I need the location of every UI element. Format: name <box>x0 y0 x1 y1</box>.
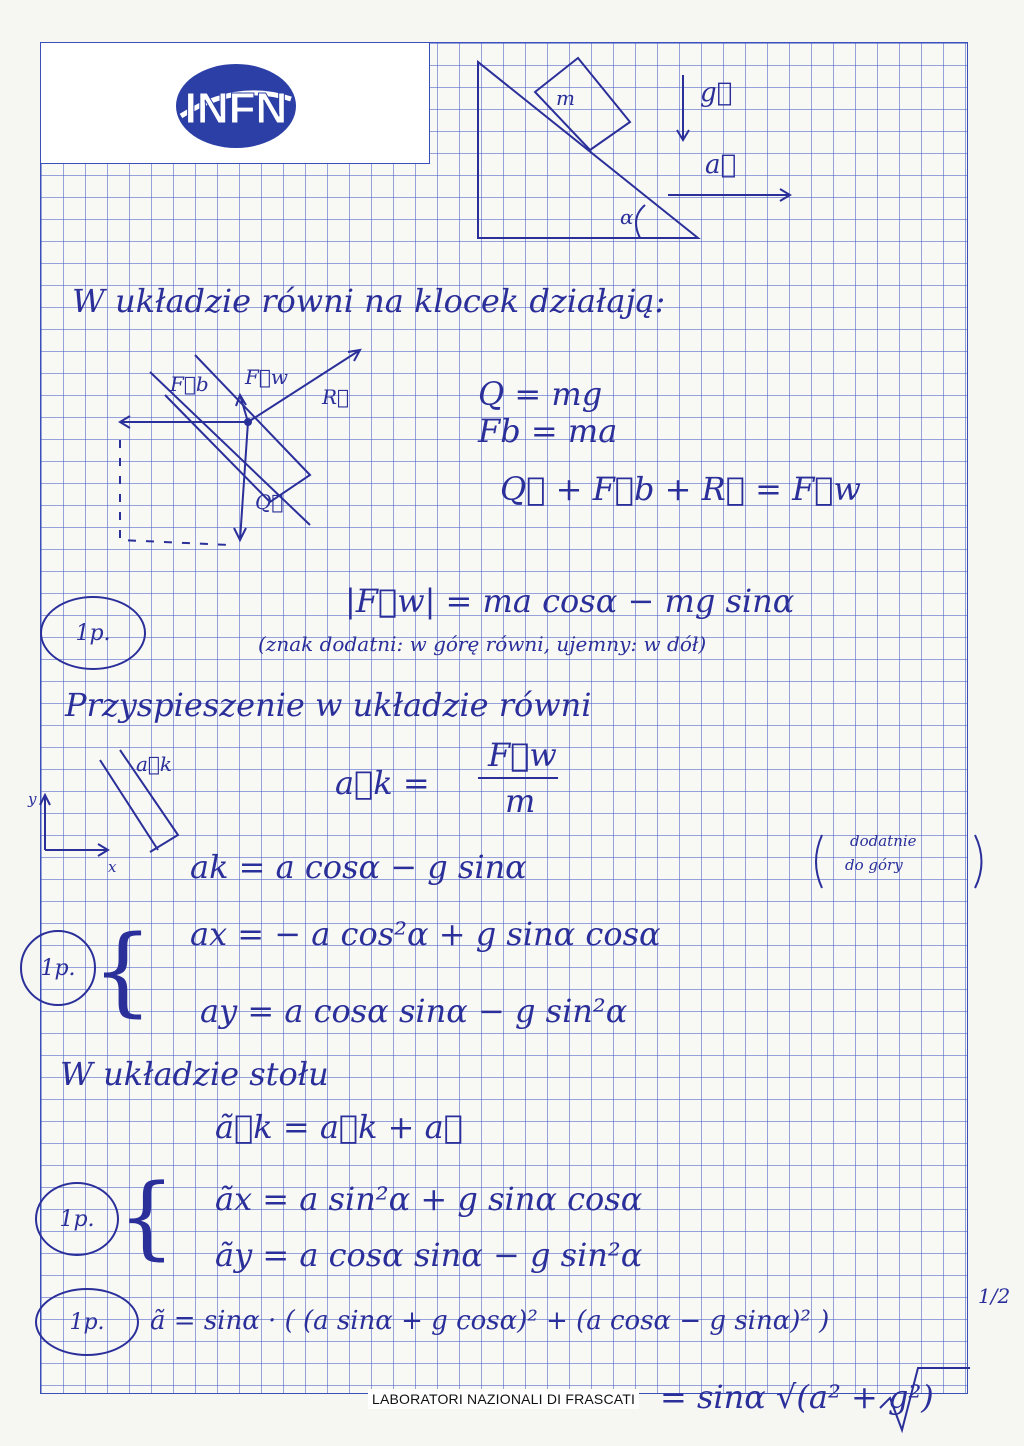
x-axis-label: x <box>108 858 117 876</box>
y-axis-label: y <box>28 790 37 808</box>
points-badge-1: 1p. <box>40 596 146 670</box>
incline-triangle <box>478 62 698 238</box>
fraction-numerator: F⃗w <box>488 736 557 774</box>
heading-forces: W układzie równi na klocek działają: <box>72 282 666 320</box>
eq-fb: Fb = ma <box>478 412 618 450</box>
brace-2: { <box>118 1165 176 1270</box>
fb-label: F⃗b <box>170 372 209 396</box>
accel-arrow <box>668 189 790 201</box>
eq-ak-vector: a⃗k = <box>335 764 430 802</box>
fb-arrow <box>120 416 248 428</box>
footer-institution: LABORATORI NAZIONALI DI FRASCATI <box>368 1389 639 1409</box>
eq-q: Q = mg <box>478 375 603 413</box>
eq-table-sum: ã⃗k = a⃗k + a⃗ <box>215 1108 463 1146</box>
points-badge-2: 1p. <box>20 930 96 1006</box>
accel-label: a⃗ <box>705 150 737 180</box>
ak-diagram-label: a⃗k <box>136 752 173 776</box>
y-axis-arrow <box>40 795 50 850</box>
angle-label: α <box>620 205 634 229</box>
ak-note-line2: do góry <box>845 856 903 874</box>
fw-label: F⃗w <box>245 365 288 389</box>
eq-ax: ax = − a cos²α + g sinα cosα <box>190 915 661 953</box>
points-badge-4: 1p. <box>35 1288 139 1356</box>
gravity-label: g⃗ <box>700 78 733 108</box>
eq-ay: ay = a cosα sinα − g sin²α <box>200 992 628 1030</box>
eq-ak: ak = a cosα − g sinα <box>190 848 527 886</box>
heading-table-frame: W układzie stołu <box>60 1055 329 1093</box>
exponent-half: 1/2 <box>978 1284 1011 1308</box>
points-badge-3: 1p. <box>35 1182 119 1256</box>
mass-label: m <box>556 86 575 110</box>
eq-magnitude: ã = sinα · ( (a sinα + g cosα)² + (a cosα − g sinα)² ) <box>150 1306 830 1336</box>
heading-acceleration: Przyspieszenie w układzie równi <box>65 686 592 724</box>
brace-1: { <box>92 915 154 1027</box>
angle-arc <box>636 205 645 238</box>
eq-ax-tilde: ãx = a sin²α + g sinα cosα <box>215 1180 643 1218</box>
eq-fw-magnitude: |F⃗w| = ma cosα − mg sinα <box>345 582 795 620</box>
eq-ay-tilde: ãy = a cosα sinα − g sin²α <box>215 1236 643 1274</box>
sign-note: (znak dodatni: w górę równi, ujemny: w dół) <box>258 632 707 656</box>
gravity-arrow <box>677 75 689 140</box>
logo-text: INFN <box>184 84 288 133</box>
q-label: Q⃗ <box>255 490 284 514</box>
ak-note-line1: dodatnie <box>850 832 917 850</box>
x-axis-arrow <box>45 844 108 856</box>
r-label: R⃗ <box>322 385 350 409</box>
eq-result: = sinα √(a² + g²) <box>660 1378 934 1416</box>
block <box>535 58 630 150</box>
fraction-denominator: m <box>505 782 536 820</box>
q-arrow <box>234 422 248 540</box>
eq-sum: Q⃗ + F⃗b + R⃗ = F⃗w <box>500 470 861 508</box>
